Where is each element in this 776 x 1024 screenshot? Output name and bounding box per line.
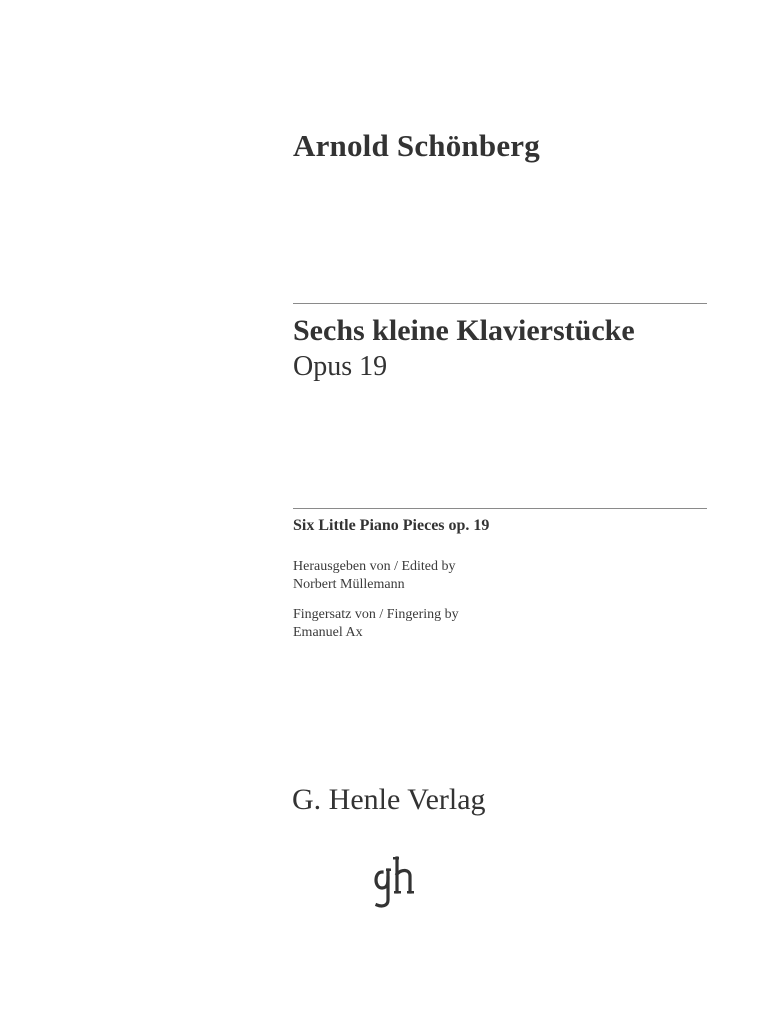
work-title: Sechs kleine Klavierstücke (293, 314, 635, 347)
henle-gh-monogram-icon (368, 852, 418, 910)
fingering-name: Emanuel Ax (293, 625, 363, 640)
editor-name: Norbert Müllemann (293, 577, 405, 592)
fingering-label: Fingersatz von / Fingering by (293, 607, 459, 622)
editor-label: Herausgeben von / Edited by (293, 559, 456, 574)
opus-number: Opus 19 (293, 351, 388, 382)
english-title: Six Little Piano Pieces op. 19 (293, 517, 490, 534)
publisher-name: G. Henle Verlag (292, 783, 486, 816)
composer-name: Arnold Schönberg (293, 128, 540, 163)
divider-rule-top (293, 303, 707, 304)
divider-rule-middle (293, 508, 707, 509)
